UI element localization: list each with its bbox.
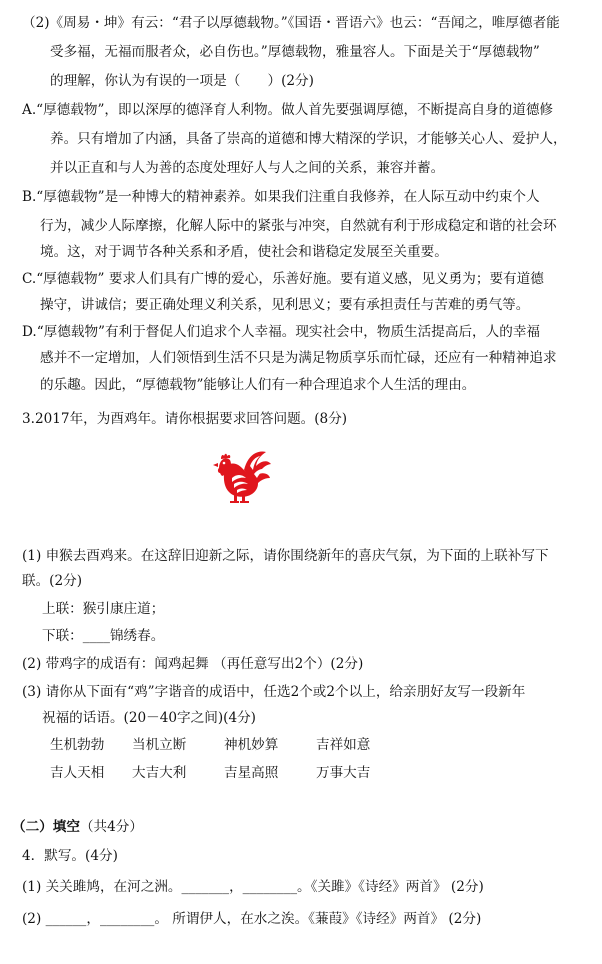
idiom-item: 当机立断 [132,737,187,753]
couplet-upper: 上联：猴引康庄道； [42,601,165,617]
q3-sub2: (2) 带鸡字的成语有：闻鸡起舞 （再任意写出2个）(2分) [22,656,364,672]
q4-title: 4．默写。(4分) [22,848,118,864]
q3-sub3-line-1: (3) 请你从下面有“鸡”字谐音的成语中，任选2个或2个以上，给亲朋好友写一段新年 [22,684,526,700]
q3-sub1-line-2: 联。(2分) [22,573,83,589]
q4-item-1: (1) 关关雎鸠，在河之洲。_______，________。《关雎》《诗经》两首》 (2分) [22,879,484,895]
option-a-line-2: 养。只有增加了内涵，具备了崇高的道德和博大精深的学识，才能够关心人、爱护人， [50,131,567,147]
idiom-item: 生机勃勃 [50,737,105,753]
idiom-item: 大吉大利 [132,765,187,781]
idiom-item: 神机妙算 [224,737,279,753]
q3-sub3-line-2: 祝福的话语。(20－40字之间)(4分) [42,710,256,726]
section-2-title: （二）填空 [12,819,80,835]
option-b-line-2: 行为，减少人际摩擦，化解人际中的紧张与冲突，自然就有利于形成稳定和谐的社会环 [40,218,557,234]
option-c-line-2: 操守，讲诚信；要正确处理义利关系，见利思义；要有承担责任与苦难的勇气等。 [40,297,530,313]
q2-stem-line-2: 受多福，无福而服者众，必自伤也。”厚德载物，雅量容人。下面是关于“厚德载物” [50,44,540,60]
option-d-line-2: 感并不一定增加，人们领悟到生活不只是为满足物质享乐而忙碌，还应有一种精神追求 [40,350,557,366]
idiom-item: 万事大吉 [316,765,371,781]
q4-item-2: (2) ______，________。 所谓伊人，在水之涘。《蒹葭》《诗经》两首》 (2分) [22,911,482,927]
q2-stem-line-1: （2)《周易・坤》有云：“君子以厚德载物。”《国语・晋语六》也云：“吾闻之，唯厚德者能 [22,15,560,31]
option-d-line-3: 的乐趣。因此，“厚德载物”能够让人们有一种合理追求个人生活的理由。 [40,377,476,393]
section-2-heading [12,817,143,837]
option-b-line-1: B.“厚德载物”是一种博大的精神素养。如果我们注重自我修养，在人际互动中约束个人 [22,189,540,205]
couplet-lower: 下联：____锦绣春。 [42,628,165,644]
option-c-line-1: C.“厚德载物” 要求人们具有广博的爱心，乐善好施。要有道义感，见义勇为；要有道德 [22,271,544,287]
q3-title: 3.2017年，为酉鸡年。请你根据要求回答问题。(8分) [22,411,348,427]
idiom-item: 吉祥如意 [316,737,371,753]
section-2-score: （共4分） [79,819,143,835]
rooster-papercut-image [210,448,272,504]
q3-sub1-line-1: (1) 申猴去酉鸡来。在这辞旧迎新之际，请你围绕新年的喜庆气氛，为下面的上联补写下 [22,548,549,564]
option-b-line-3: 境。这，对于调节各种关系和矛盾，使社会和谐稳定发展至关重要。 [40,244,448,260]
option-a-line-1: A.“厚德载物”，即以深厚的德泽育人利物。做人首先要强调厚德，不断提高自身的道德修 [22,102,554,118]
option-d-line-1: D.“厚德载物”有利于督促人们追求个人幸福。现实社会中，物质生活提高后，人的幸福 [22,324,541,340]
idiom-item: 吉星高照 [224,765,279,781]
q2-stem-line-3: 的理解，你认为有误的一项是（ ）(2分) [50,73,314,89]
idiom-item: 吉人天相 [50,765,105,781]
option-a-line-3: 并以正直和与人为善的态度处理好人与人之间的关系，兼容并蓄。 [50,160,445,176]
